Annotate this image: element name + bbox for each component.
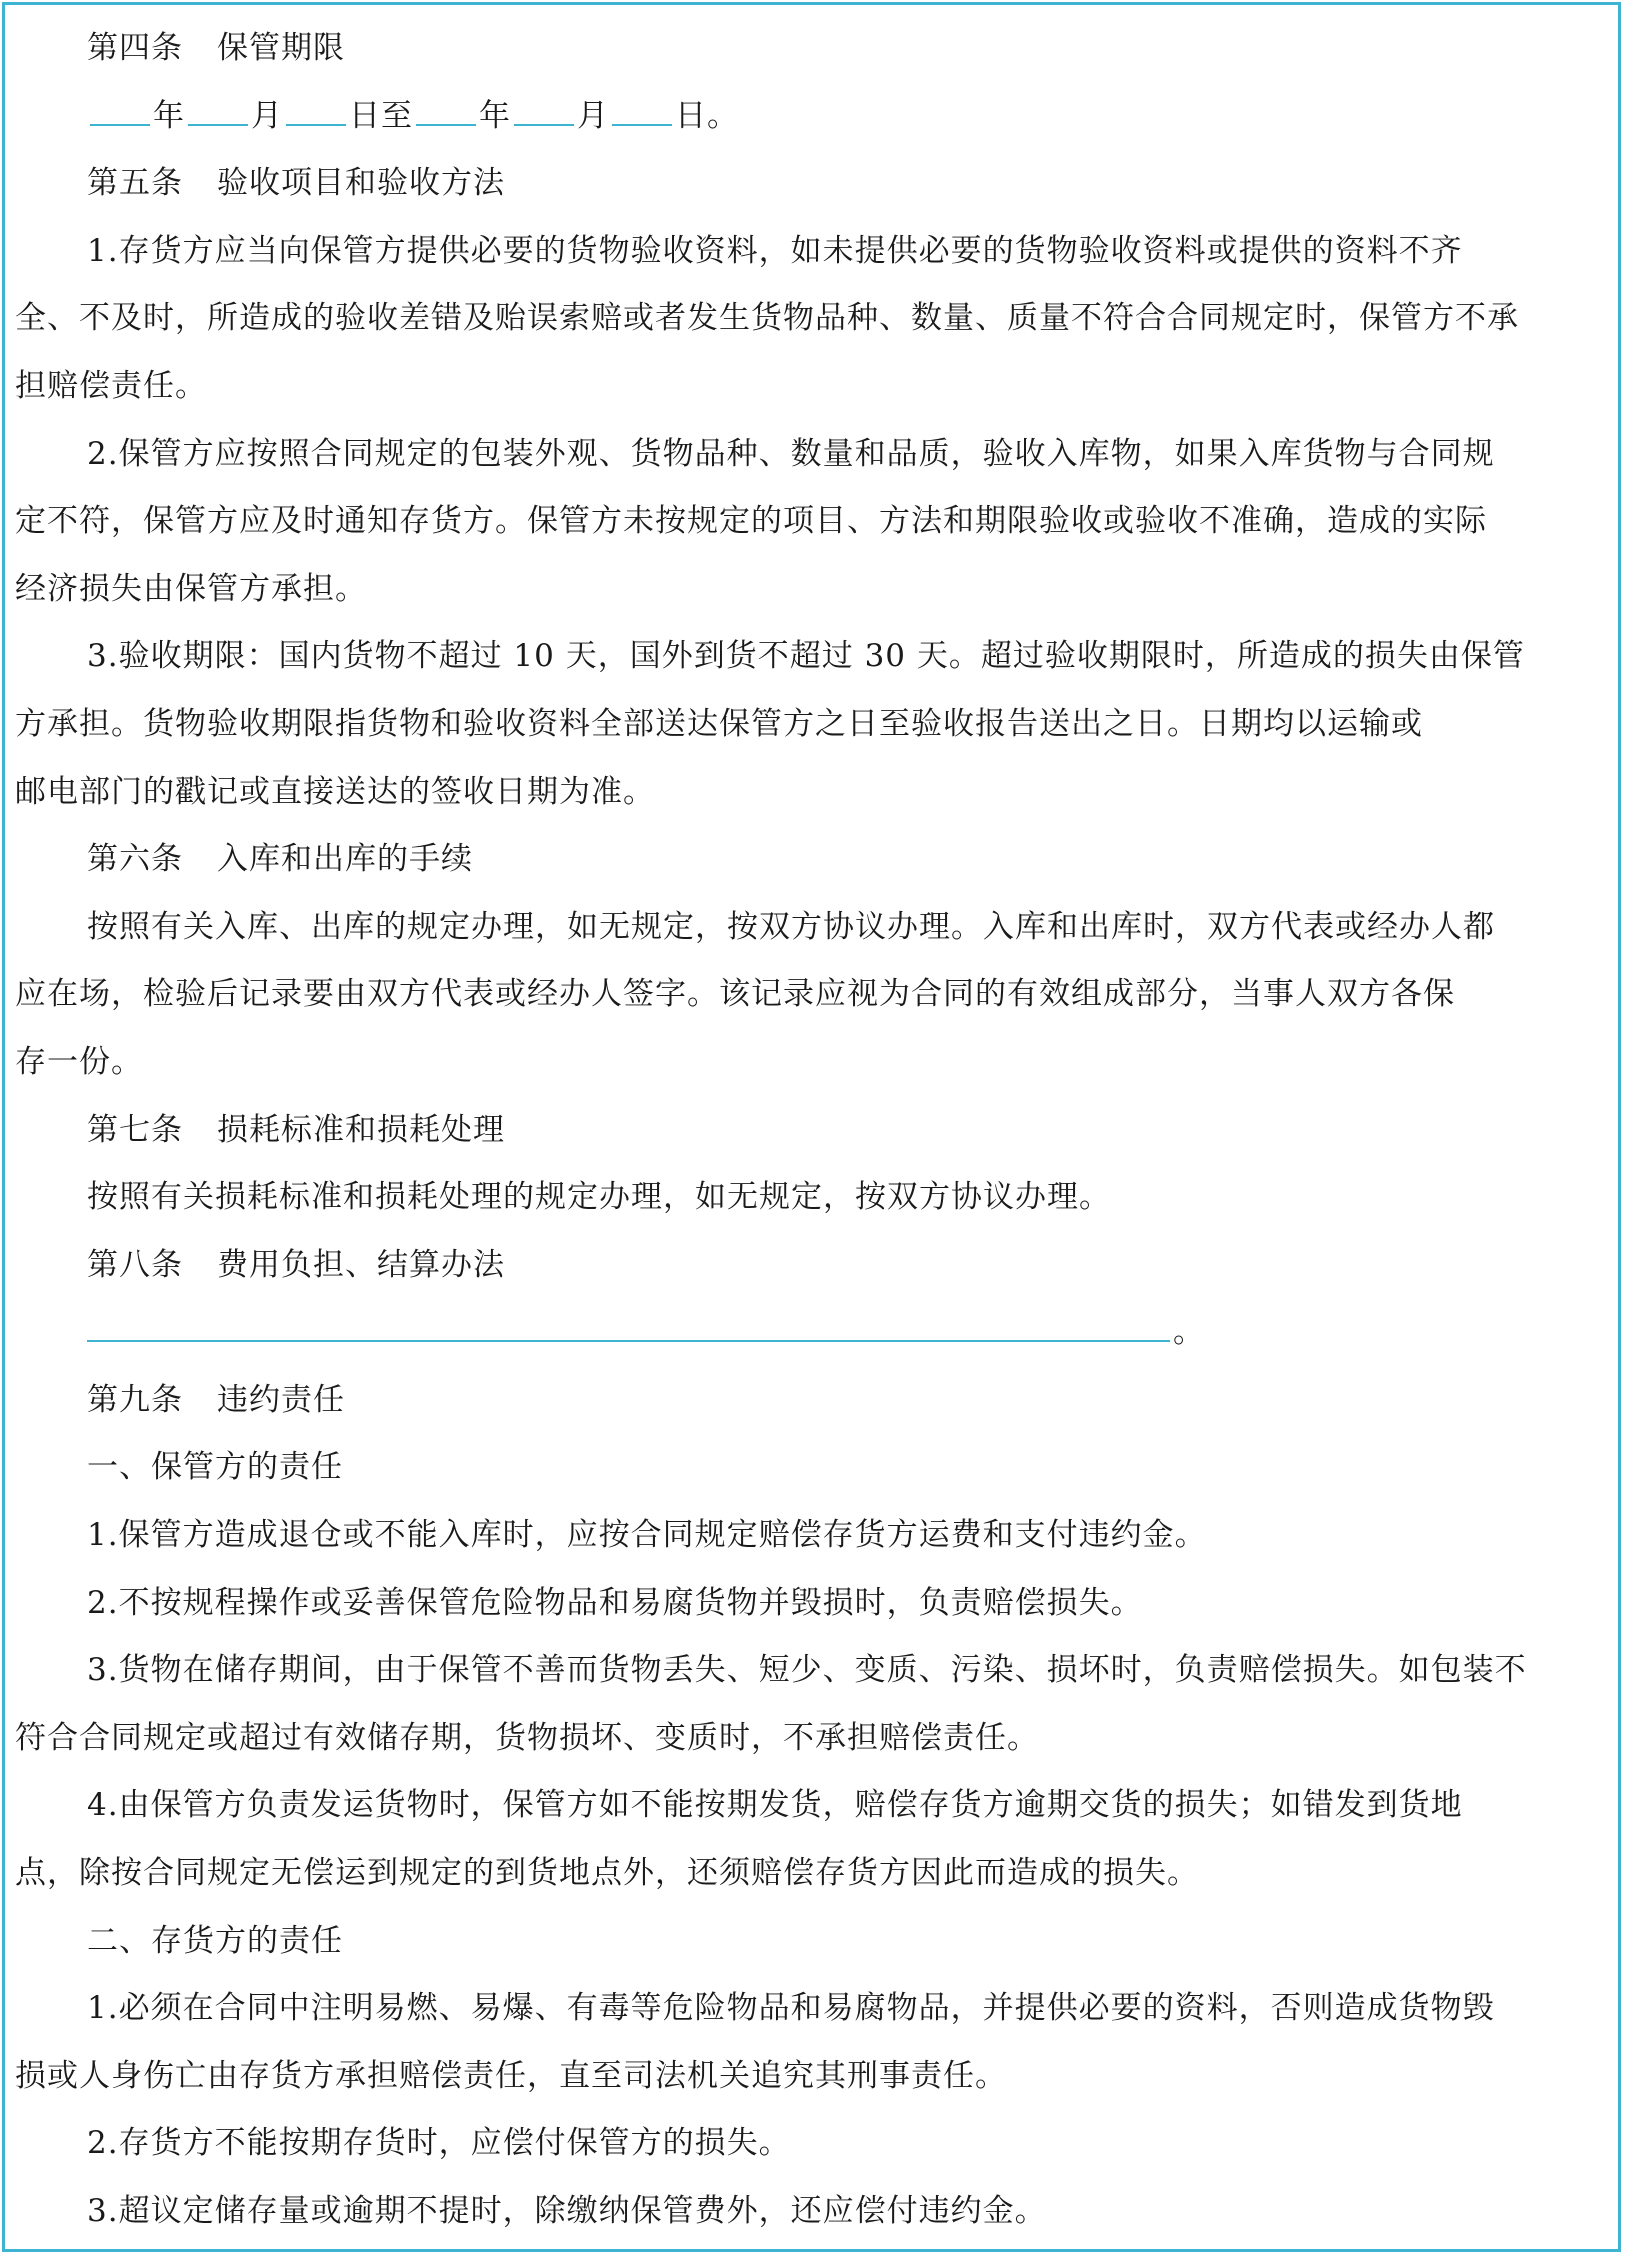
section-heading: 二、存货方的责任 xyxy=(87,1922,343,1959)
paragraph-line: 1.保管方造成退仓或不能入库时，应按合同规定赔偿存货方运费和支付违约金。 xyxy=(87,1517,1207,1554)
paragraph-line: 应在场，检验后记录要由双方代表或经办人签字。该记录应视为合同的有效组成部分，当事人双方各保 xyxy=(15,976,1455,1013)
paragraph-line: 2.保管方应按照合同规定的包装外观、货物品种、数量和品质，验收入库物，如果入库货物与合同规 xyxy=(87,435,1495,472)
paragraph-line: 按照有关损耗标准和损耗处理的规定办理，如无规定，按双方协议办理。 xyxy=(87,1179,1111,1216)
article4-number: 第四条 xyxy=(87,30,183,66)
article6-title: 入库和出库的手续 xyxy=(217,841,473,878)
day-end-blank[interactable] xyxy=(612,100,672,126)
year-end-blank[interactable] xyxy=(416,100,476,126)
paragraph-line: 2.不按规程操作或妥善保管危险物品和易腐货物并毁损时，负责赔偿损失。 xyxy=(87,1584,1143,1621)
paragraph-line: 按照有关入库、出库的规定办理，如无规定，按双方协议办理。入库和出库时，双方代表或经办人都 xyxy=(87,908,1495,945)
article7-title: 损耗标准和损耗处理 xyxy=(217,1111,505,1148)
month-end-blank[interactable] xyxy=(514,100,574,126)
paragraph-line: 定不符，保管方应及时通知存货方。保管方未按规定的项目、方法和期限验收或验收不准确，造成的实际 xyxy=(15,503,1487,540)
paragraph-line: 1.存货方应当向保管方提供必要的货物验收资料，如未提供必要的货物验收资料或提供的资料不齐 xyxy=(87,232,1463,269)
page-frame xyxy=(2,2,1621,2252)
article6-heading xyxy=(15,826,1620,894)
paragraph-line: 符合合同规定或超过有效储存期，货物损坏、变质时，不承担赔偿责任。 xyxy=(15,1719,1039,1756)
section-heading: 一、保管方的责任 xyxy=(87,1449,343,1486)
article4-heading xyxy=(15,15,1620,83)
year-label: 年 xyxy=(479,97,511,134)
paragraph-line: 2.存货方不能按期存货时，应偿付保管方的损失。 xyxy=(87,2125,791,2162)
article8-heading xyxy=(15,1232,1620,1300)
year-label: 年 xyxy=(153,97,185,134)
article9-heading xyxy=(15,1367,1620,1435)
article9-number: 第九条 xyxy=(87,1381,183,1418)
paragraph-line: 损或人身伤亡由存货方承担赔偿责任，直至司法机关追究其刑事责任。 xyxy=(15,2057,1007,2094)
day-to-label: 日至 xyxy=(349,97,413,134)
paragraph-line: 存一份。 xyxy=(15,1043,143,1080)
month-start-blank[interactable] xyxy=(188,100,248,126)
paragraph-line: 经济损失由保管方承担。 xyxy=(15,570,367,607)
paragraph-line: 3.验收期限：国内货物不超过 10 天，国外到货不超过 30 天。超过验收期限时，所造成的损失由保管 xyxy=(87,638,1525,675)
paragraph-line: 4.由保管方负责发运货物时，保管方如不能按期发货，赔偿存货方逾期交货的损失；如错发到货地 xyxy=(87,1787,1463,1824)
paragraph-line: 全、不及时，所造成的验收差错及贻误索赔或者发生货物品种、数量、质量不符合合同规定时，保管方不承 xyxy=(15,300,1519,337)
paragraph-line: 担赔偿责任。 xyxy=(15,367,207,404)
fee-settlement-blank[interactable] xyxy=(87,1316,1170,1342)
article9-title: 违约责任 xyxy=(217,1381,345,1418)
paragraph-line: 邮电部门的戳记或直接送达的签收日期为准。 xyxy=(15,773,655,810)
article8-number: 第八条 xyxy=(87,1246,183,1283)
paragraph-line: 1.必须在合同中注明易燃、易爆、有毒等危险物品和易腐物品，并提供必要的资料，否则造成货物毁 xyxy=(87,1990,1495,2027)
article4-title: 保管期限 xyxy=(217,30,345,66)
fee-settlement-line xyxy=(15,1299,1620,1367)
article7-number: 第七条 xyxy=(87,1111,183,1148)
day-label: 日。 xyxy=(675,97,739,134)
paragraph-line: 点，除按合同规定无偿运到规定的到货地点外，还须赔偿存货方因此而造成的损失。 xyxy=(15,1855,1199,1892)
article6-number: 第六条 xyxy=(87,841,183,878)
month-label: 月 xyxy=(577,97,609,134)
article7-heading xyxy=(15,1097,1620,1165)
day-start-blank[interactable] xyxy=(286,100,346,126)
article4-date-range xyxy=(15,83,1620,151)
paragraph-line: 3.超议定储存量或逾期不提时，除缴纳保管费外，还应偿付违约金。 xyxy=(87,2193,1047,2229)
document-body xyxy=(15,15,1620,2246)
month-label: 月 xyxy=(251,97,283,134)
year-start-blank[interactable] xyxy=(90,100,150,126)
paragraph-line: 方承担。货物验收期限指货物和验收资料全部送达保管方之日至验收报告送出之日。日期均以运输或 xyxy=(15,705,1423,742)
period-mark: 。 xyxy=(1173,1314,1205,1351)
article8-title: 费用负担、结算办法 xyxy=(217,1246,505,1283)
paragraph-line: 3.货物在储存期间，由于保管不善而货物丢失、短少、变质、污染、损坏时，负责赔偿损失。如包装不 xyxy=(87,1652,1527,1689)
article5-title: 验收项目和验收方法 xyxy=(217,165,505,202)
article5-number: 第五条 xyxy=(87,165,183,202)
article5-heading xyxy=(15,150,1620,218)
